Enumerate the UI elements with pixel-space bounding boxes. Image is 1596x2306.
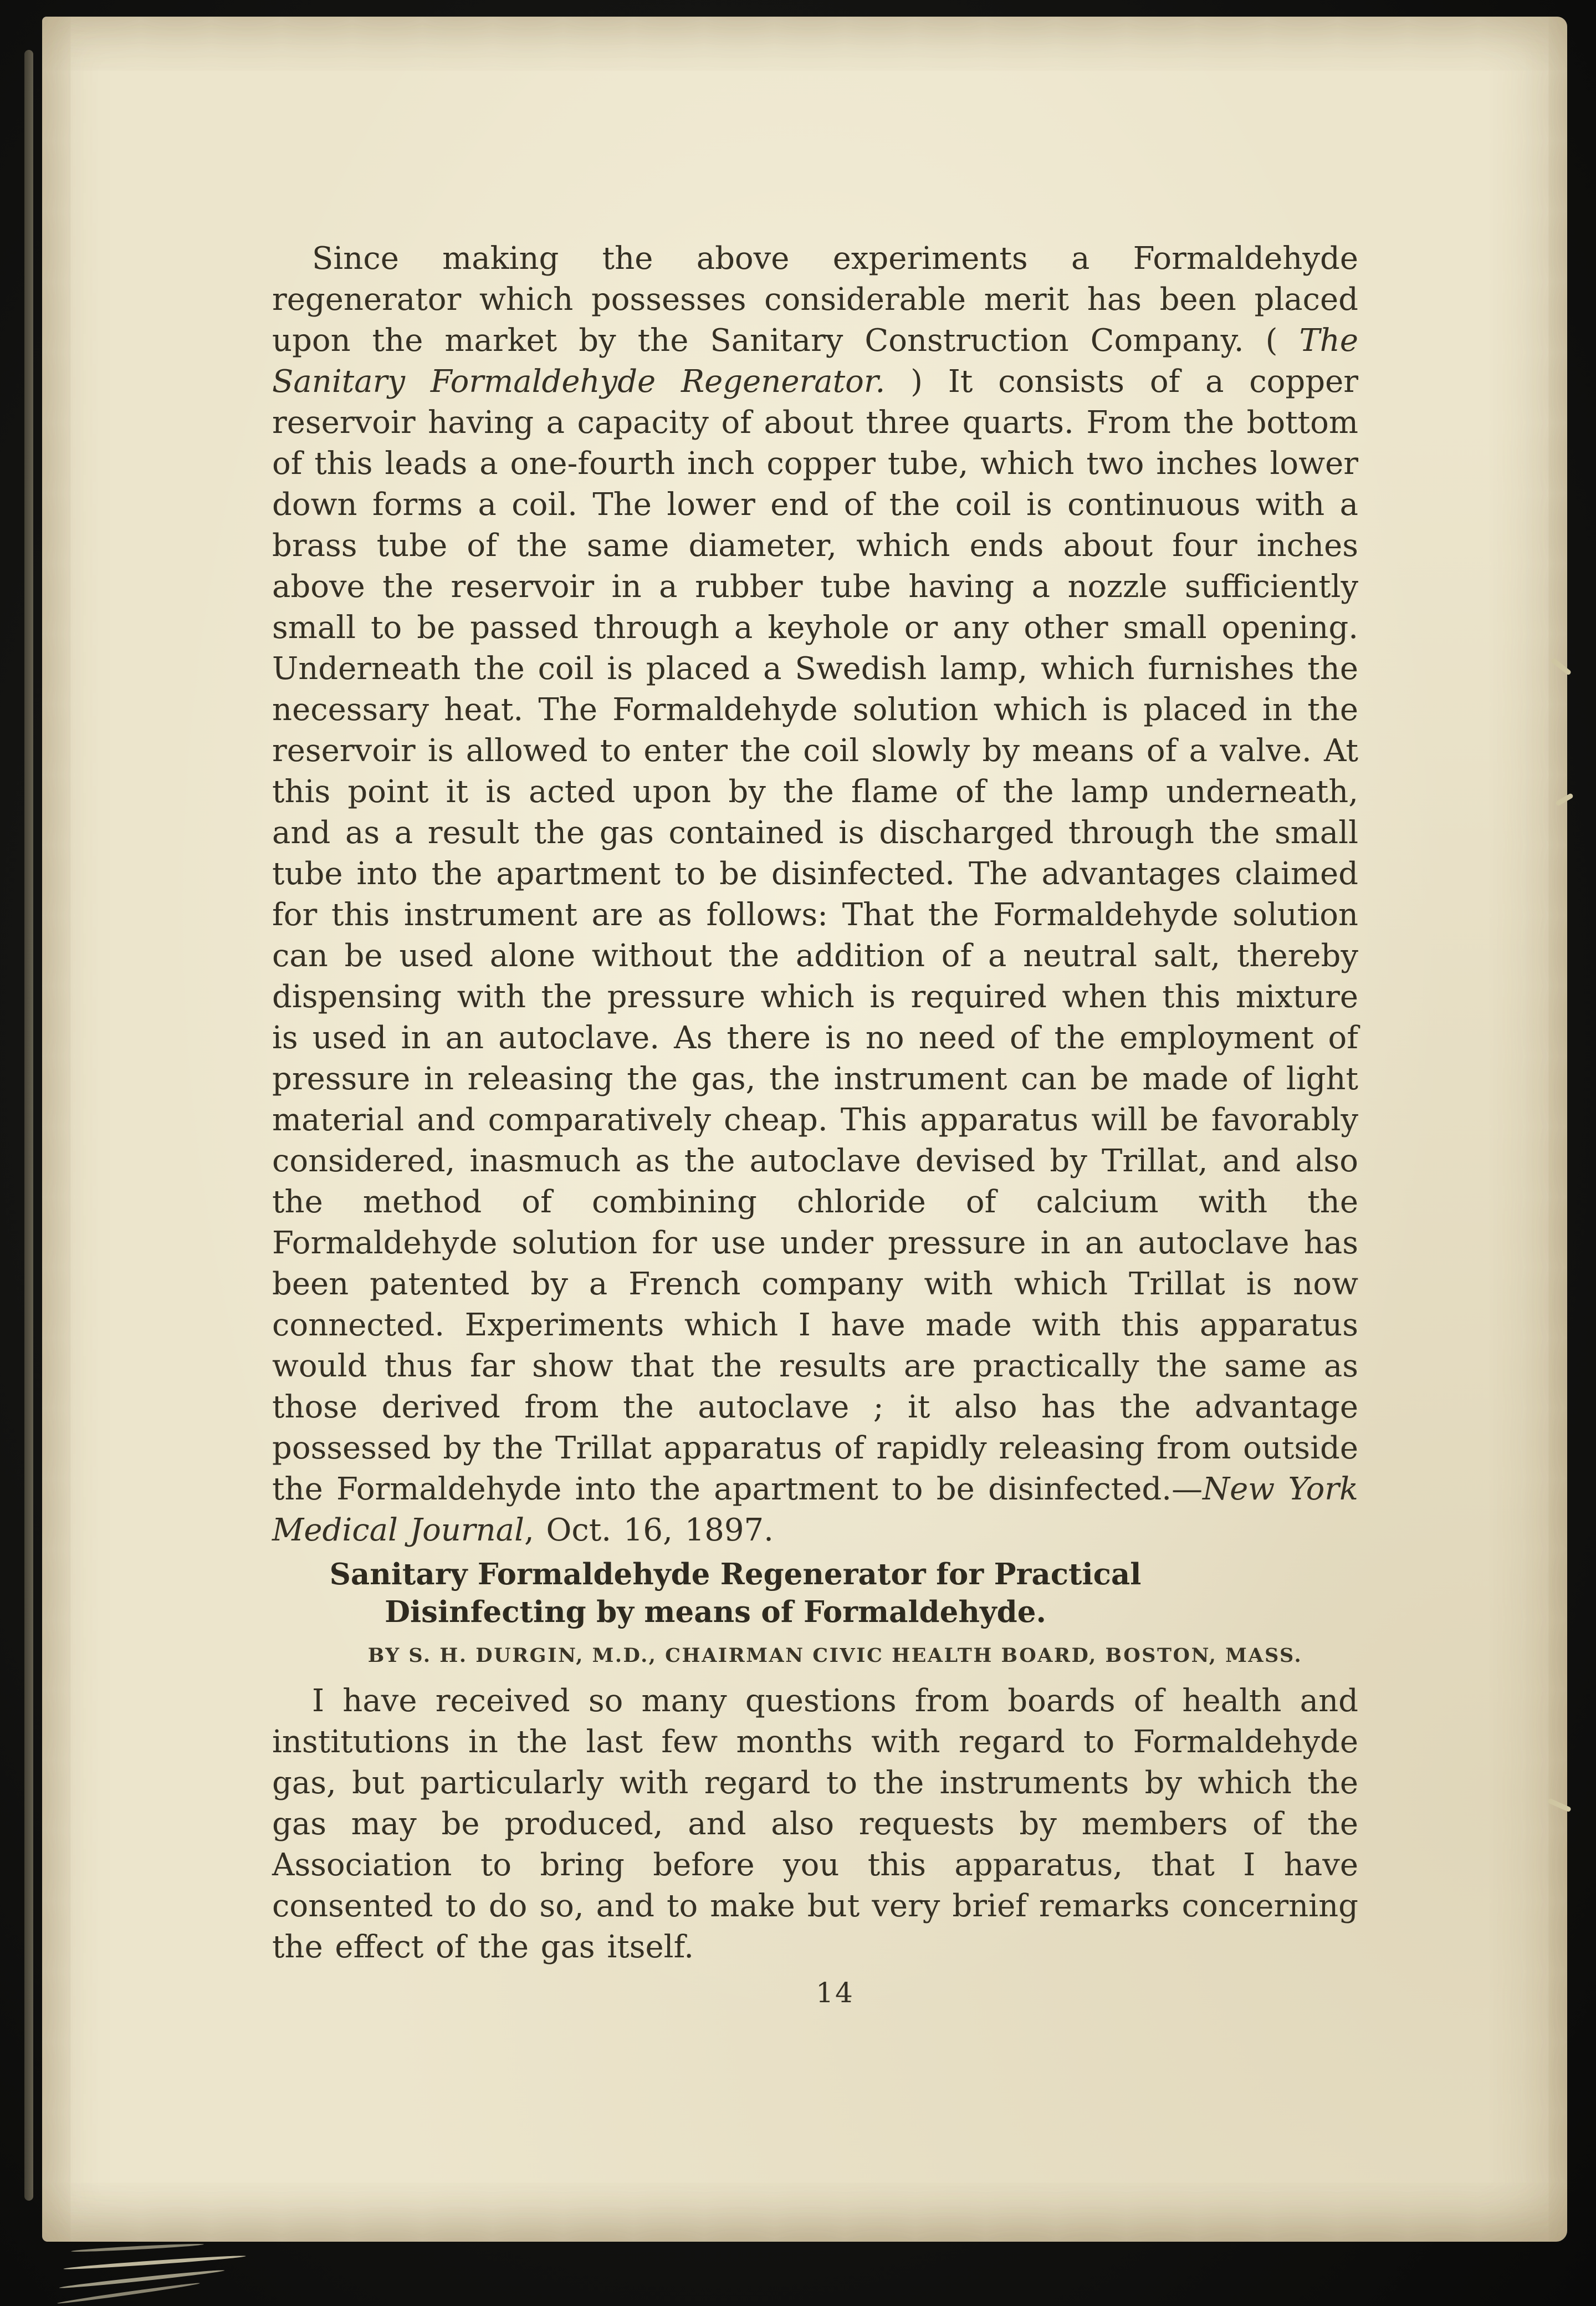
text-column (272, 238, 1358, 2013)
paragraph-text: ) It consists of a copper reservoir having a capacity of about three quarts. From the bottom of this leads a one-fourth inch copper tube, which two inches lower down forms a coil. The lower end of the coil is continuous with a brass tube of the same diameter, which ends about four inches above the reservoir in a rubber tube having a nozzle sufficiently small to be passed through a keyhole or any other small opening. Underneath the coil is placed a Swedish lamp, which furnishes the necessary heat. The Formaldehyde solution which is placed in the reservoir is allowed to enter the coil slowly by means of a valve. At this point it is acted upon by the flame of the lamp underneath, and as a result the gas contained is discharged through the small tube into the apartment to be disinfected. The advantages claimed for this instrument are as follows: That the Formaldehyde solution can be used alone without the addition of a neutral salt, thereby dispensing with the pressure which is required when this mixture is used in an autoclave. As there is no need of the employment of pressure in releasing the gas, the instrument can be made of light material and comparatively cheap. This apparatus will be favorably considered, inasmuch as the autoclave devised by Trillat, and also the method of combining chloride of calcium with the Formaldehyde solution for use under pressure in an autoclave has been patented by a French company with which Trillat is now connected. Experiments which I have made with this apparatus would thus far show that the results are practically the same as those derived from the autoclave ; it also has the advantage possessed by the Trillat apparatus of rapidly releasing from outside the Formaldehyde into the apartment to be disinfected.— (272, 364, 1358, 1507)
author-byline: BY S. H. DURGIN, M.D., CHAIRMAN CIVIC HEALTH BOARD, BOSTON, MASS. (367, 1644, 1303, 1667)
paragraph-text: , Oct. 16, 1897. (524, 1512, 774, 1548)
book-binding-edge (24, 50, 33, 2201)
italic-journal-title: New York Medical Journal (272, 1471, 1358, 1548)
paragraph-text: Since making the above experiments a Formaldehyde regenerator which possesses considerable merit has been placed upon the market by the Sanitary Construction Company. ( (272, 241, 1358, 359)
paragraph-regenerator (272, 238, 1358, 1551)
paragraph-intro: I have received so many questions from boards of health and institutions in the last few months with regard to Formaldehyde gas, but particularly with regard to the instruments by which the gas may be produced, and also requests by members of the Association to bring before you this apparatus, that I have consented to do so, and to make but very brief remarks concerning the effect of the gas itself. (272, 1683, 1358, 1965)
section-heading: Sanitary Formaldehyde Regenerator for Practical Disinfecting by means of Formaldehyde. (329, 1557, 1142, 1629)
book-page (42, 17, 1567, 2242)
page-number: 14 (816, 1977, 855, 2009)
italic-apparatus-title: The Sanitary Formaldehyde Regenerator. (272, 323, 1358, 400)
